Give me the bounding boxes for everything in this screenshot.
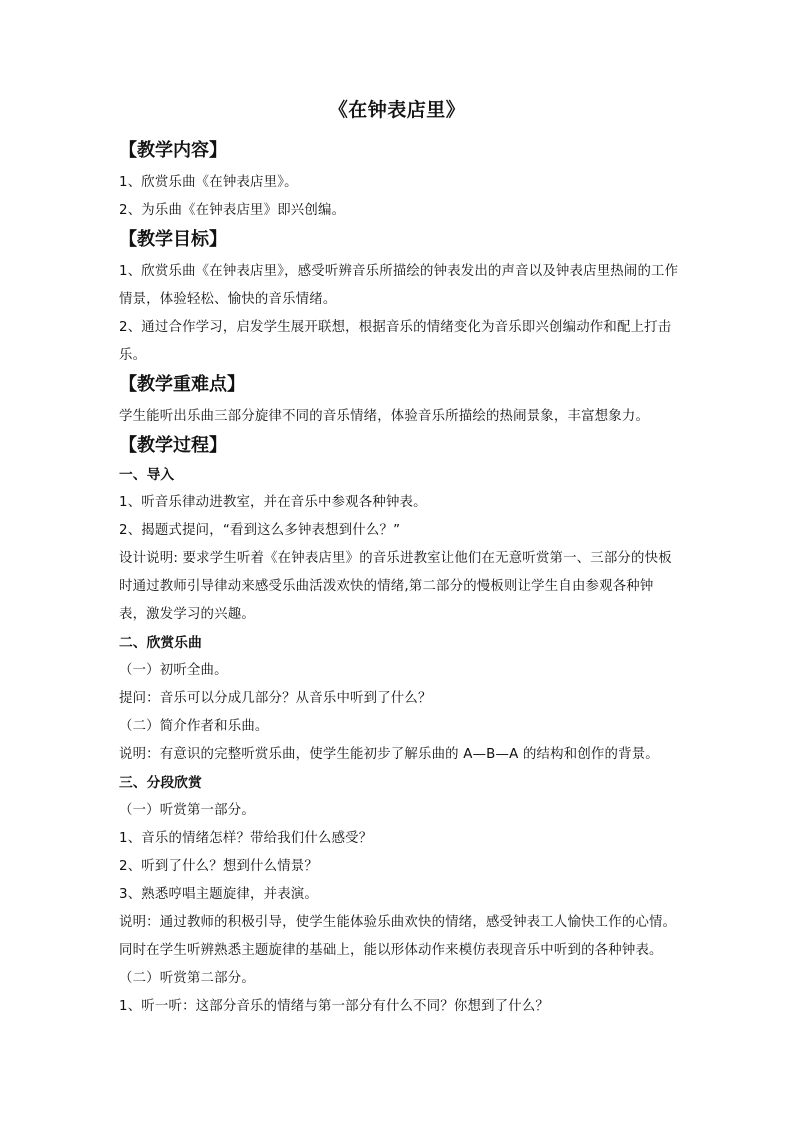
paragraph: 2、通过合作学习，启发学生展开联想，根据音乐的情绪变化为音乐即兴创编动作和配上打击乐。: [119, 320, 672, 363]
paragraph: （一）听赏第一部分。: [119, 803, 255, 818]
paragraph: 1、听一听：这部分音乐的情绪与第一部分有什么不同？你想到了什么？: [119, 999, 550, 1014]
document-title: 《在钟表店里》: [328, 99, 466, 121]
paragraph: 1、欣赏乐曲《在钟表店里》，感受听辨音乐所描绘的钟表发出的声音以及钟表店里热闹的工作情景，体验轻松、愉快的音乐情绪。: [119, 264, 679, 307]
paragraph: 2、听到了什么？想到什么情景？: [119, 859, 318, 874]
paragraph: 1、欣赏乐曲《在钟表店里》。: [119, 175, 298, 190]
subheading-segmented: 三、分段欣赏: [119, 775, 202, 791]
document-body: [119, 136, 679, 1021]
paragraph: 说明：通过教师的积极引导，使学生能体验乐曲欢快的情绪，感受钟表工人愉快工作的心情。同时在学生听辨熟悉主题旋律的基础上，能以形体动作来模仿表现音乐中听到的各种钟表。: [119, 915, 677, 958]
paragraph: 3、熟悉哼唱主题旋律，并表演。: [119, 887, 318, 902]
paragraph: 学生能听出乐曲三部分旋律不同的音乐情绪，体验音乐所描绘的热闹景象，丰富想象力。: [119, 409, 650, 424]
paragraph: （二）简介作者和乐曲。: [119, 719, 269, 734]
paragraph: 1、音乐的情绪怎样？带给我们什么感受？: [119, 831, 373, 846]
subheading-appreciation: 二、欣赏乐曲: [119, 635, 202, 651]
paragraph: 1、听音乐律动进教室，并在音乐中参观各种钟表。: [119, 495, 427, 510]
subheading-intro: 一、导入: [119, 467, 175, 483]
section-heading-process: 【教学过程】: [119, 435, 227, 456]
paragraph: （一）初听全曲。: [119, 663, 228, 678]
paragraph: 设计说明: 要求学生听着《在钟表店里》的音乐进教室让他们在无意听赏第一、三部分的快板时通过教师引导律动来感受乐曲活泼欢快的情绪,第二部分的慢板则让学生自由参观各种钟表，激发学习的兴趣。: [119, 551, 672, 622]
paragraph: 2、为乐曲《在钟表店里》即兴创编。: [119, 203, 346, 218]
section-heading-key-points: 【教学重难点】: [119, 374, 245, 395]
paragraph: 2、揭题式提问，“看到这么多钟表想到什么？”: [119, 523, 401, 538]
paragraph: （二）听赏第二部分。: [119, 971, 255, 986]
paragraph: 说明：有意识的完整听赏乐曲，使学生能初步了解乐曲的 A—B—A 的结构和创作的背景。: [119, 747, 659, 762]
section-heading-content: 【教学内容】: [119, 140, 227, 161]
section-heading-goals: 【教学目标】: [119, 229, 227, 250]
paragraph: 提问：音乐可以分成几部分？从音乐中听到了什么？: [119, 691, 432, 706]
